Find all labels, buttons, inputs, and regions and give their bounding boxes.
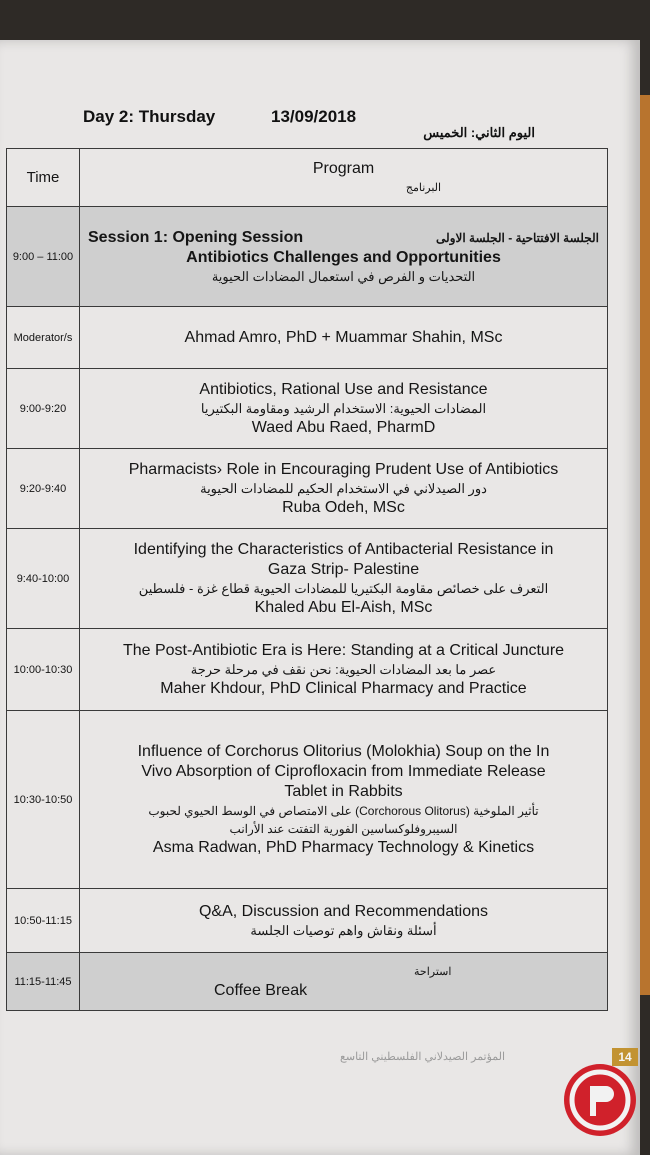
talk-row <box>7 529 608 629</box>
talk-speaker: Waed Abu Raed, PharmD <box>251 418 436 436</box>
talk-time: 9:00-9:20 <box>7 369 80 449</box>
talk-speaker: Asma Radwan, PhD Pharmacy Technology & Kinetics <box>152 838 535 856</box>
talk-cell <box>80 369 608 449</box>
page-number: 14 <box>612 1048 638 1066</box>
talk-title-ar: التعرف على خصائص مقاومة البكتيريا للمضادات الحيوية قطاع غزة - فلسطين <box>138 580 549 596</box>
session-cell <box>80 207 608 307</box>
talk-cell <box>80 629 608 711</box>
break-label: Coffee Break <box>214 981 308 999</box>
conference-name-ar: المؤتمر الصيدلاني الفلسطيني التاسع <box>340 1051 506 1063</box>
talk-speaker: Ruba Odeh, MSc <box>282 498 405 516</box>
talk-row <box>7 629 608 711</box>
talk-title-line: Vivo Absorption of Ciprofloxacin from Immediate Release <box>141 762 546 780</box>
session-subtitle-ar: التحديات و الفرص في استعمال المضادات الحيوية <box>211 268 476 284</box>
talk-cell <box>80 449 608 529</box>
talk-title-ar: عصر ما بعد المضادات الحيوية: نحن نقف في مرحلة حرجة <box>190 661 497 677</box>
talk-title: The Post-Antibiotic Era is Here: Standing at a Critical Juncture <box>122 641 565 659</box>
session-row <box>7 207 608 307</box>
session-time: 9:00 – 11:00 <box>7 207 80 307</box>
day-header <box>75 95 610 140</box>
page-edge-strip <box>640 95 650 995</box>
program-label-ar: البرنامج <box>405 181 442 194</box>
talk-row <box>7 369 608 449</box>
moderator-row <box>7 307 608 369</box>
talk-cell <box>80 529 608 629</box>
talk-speaker: Khaled Abu El-Aish, MSc <box>254 598 433 616</box>
watermark-logo <box>560 1060 640 1140</box>
session-subtitle: Antibiotics Challenges and Opportunities <box>186 248 501 266</box>
moderator-label: Moderator/s <box>7 307 80 369</box>
day-title-ar: اليوم الثاني: الخميس <box>423 125 535 140</box>
talk-title-line: Tablet in Rabbits <box>284 782 403 800</box>
column-header-row <box>7 149 608 207</box>
day-title: Day 2: Thursday <box>83 107 216 126</box>
talk-cell <box>80 889 608 953</box>
talk-cell <box>80 711 608 889</box>
talk-time: 9:40-10:00 <box>7 529 80 629</box>
break-cell <box>80 953 608 1011</box>
talk-row <box>7 449 608 529</box>
break-row <box>7 953 608 1011</box>
talk-row <box>7 711 608 889</box>
break-time: 11:15-11:45 <box>7 953 80 1011</box>
talk-time: 10:30-10:50 <box>7 711 80 889</box>
talk-title-ar-line: السيبروفلوكساسين الفورية التفتت عند الأرانب <box>229 821 458 836</box>
talk-title: Antibiotics, Rational Use and Resistance <box>199 380 488 398</box>
talk-title: Q&A, Discussion and Recommendations <box>198 902 489 920</box>
talk-time: 10:50-11:15 <box>7 889 80 953</box>
program-label: Program <box>312 159 375 177</box>
break-label-ar: استراحة <box>414 965 452 978</box>
program-column-header <box>80 149 608 207</box>
session-title: Session 1: Opening Session <box>88 228 304 246</box>
schedule-table <box>6 148 608 1011</box>
time-column-header: Time <box>7 149 80 207</box>
talk-title-ar: دور الصيدلاني في الاستخدام الحكيم للمضادات الحيوية <box>200 480 487 496</box>
moderator-names: Ahmad Amro, PhD + Muammar Shahin, MSc <box>80 307 608 369</box>
talk-time: 9:20-9:40 <box>7 449 80 529</box>
session-title-ar: الجلسة الافتتاحية - الجلسة الاولى <box>436 230 599 245</box>
talk-row <box>7 889 608 953</box>
talk-title-ar-line: تأثير الملوخية (Corchorous Olitorus) على الامتصاص في الوسط الحيوي لحبوب <box>148 803 539 818</box>
day-date: 13/09/2018 <box>271 107 357 126</box>
talk-time: 10:00-10:30 <box>7 629 80 711</box>
talk-title-line: Gaza Strip- Palestine <box>267 560 420 578</box>
talk-title-line: Influence of Corchorus Olitorius (Molokhia) Soup on the In <box>137 742 550 760</box>
talk-title: Pharmacists› Role in Encouraging Prudent Use of Antibiotics <box>128 460 559 478</box>
talk-title-ar: المضادات الحيوية: الاستخدام الرشيد ومقاومة البكتيريا <box>200 400 487 416</box>
talk-title-ar: أسئلة ونقاش واهم توصيات الجلسة <box>250 922 437 938</box>
talk-speaker: Maher Khdour, PhD Clinical Pharmacy and Practice <box>160 679 527 697</box>
talk-title-line: Identifying the Characteristics of Antibacterial Resistance in <box>133 540 554 558</box>
